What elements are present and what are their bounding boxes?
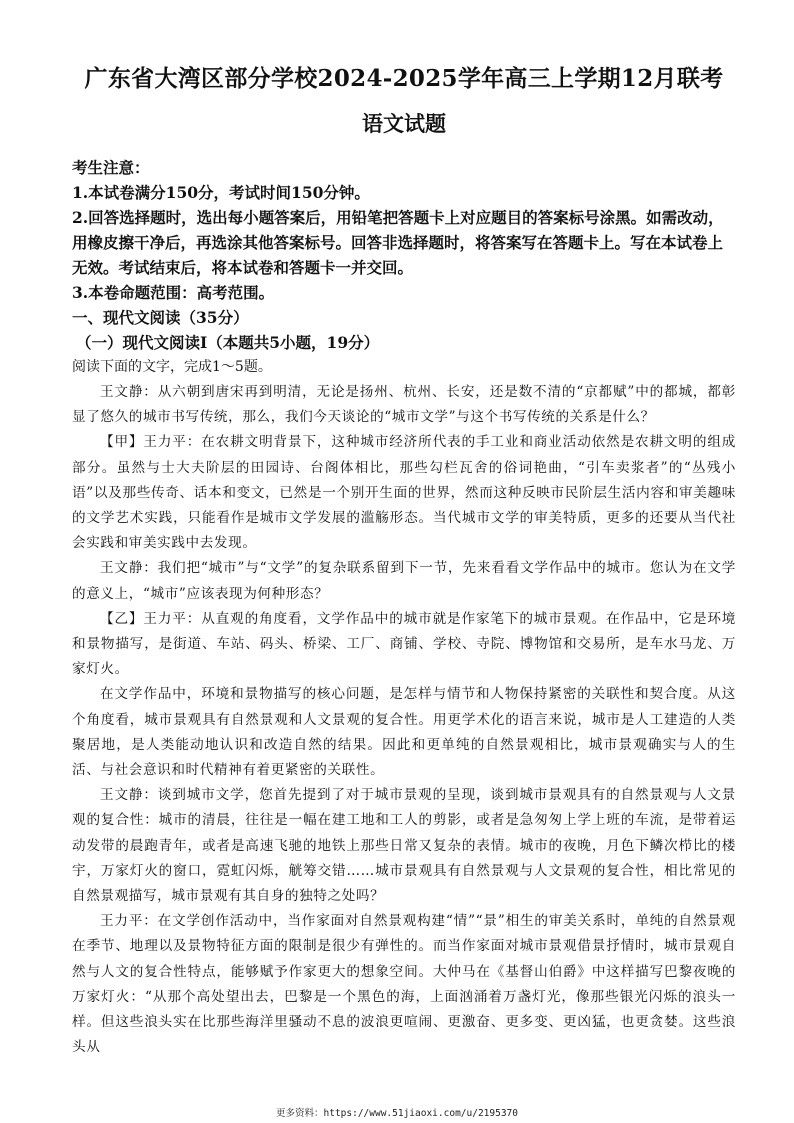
exam-subtitle: 语文试题 [362,111,446,136]
passage-paragraph: 【甲】王力平：在农耕文明背景下，这种城市经济所代表的手工业和商业活动依然是农耕文明的组成部分。虽然与士大夫阶层的田园诗、台阁体相比，那些勾栏瓦舍的俗词艳曲，“引车卖浆者”的“丛残小语”以及那些传奇、话本和变文，已然是一个别开生面的世界，然而这种反映市民阶层生活内容和审美趣味的文学艺术实践，只能看作是城市文学发展的滥觞形态。当代城市文学的审美特质，更多的还要从当代社会实践和审美实践中去发现。 [72,434,736,552]
sub-section-heading: （一）现代文阅读Ⅰ（本题共5小题，19分） [76,333,380,352]
exam-title: 广东省大湾区部分学校2024-2025学年高三上学期12月联考 [84,65,724,92]
passage-paragraph: 王文静：从六朝到唐宋再到明清，无论是扬州、杭州、长安，还是数不清的“京都赋”中的都城，都彰显了悠久的城市书写传统，那么，我们今天谈论的“城市文学”与这个书写传统的关系是什么？ [72,384,736,426]
exam-notes [72,155,736,305]
passage-paragraph: 王文静：谈到城市文学，您首先提到了对于城市景观的呈现，谈到城市景观具有的自然景观与人文景观的复合性：城市的清晨，往往是一幅在建工地和工人的剪影，或者是急匆匆上学上班的车流，是带着运动发带的晨跑青年，或者是高速飞驰的地铁上那些日常又复杂的表情。城市的夜晚，月色下鳞次栉比的楼宇，万家灯火的窗口，霓虹闪烁，觥筹交错……城市景观具有自然景观与人文景观的复合性，相比常见的自然景观描写，城市景观有其自身的独特之处吗？ [72,787,736,905]
notes-heading: 考生注意： [72,158,150,177]
page-footer-link[interactable]: 更多资料：https://www.51jiaoxi.com/u/2195370 [276,1108,518,1119]
passage-paragraph: 【乙】王力平：从直观的角度看，文学作品中的城市就是作家笔下的城市景观。在作品中，它是环境和景物描写，是街道、车站、码头、桥梁、工厂、商铺、学校、寺院、博物馆和交易所，是车水马龙、万家灯火。 [72,610,736,678]
reading-instruction: 阅读下面的文字，完成1～5题。 [72,359,272,375]
note-item: 1.本试卷满分150分，考试时间150分钟。 [72,183,370,202]
passage-paragraph: 王文静：我们把“城市”与“文学”的复杂联系留到下一节，先来看看文学作品中的城市。您认为在文学的意义上，“城市”应该表现为何种形态？ [72,560,736,602]
passage-paragraph: 在文学作品中，环境和景物描写的核心问题，是怎样与情节和人物保持紧密的关联性和契合度。从这个角度看，城市景观具有自然景观和人文景观的复合性。用更学术化的语言来说，城市是人工建造的人类聚居地，是人类能动地认识和改造自然的结果。因此和更单纯的自然景观相比，城市景观确实与人的生活、与社会意识和时代精神有着更紧密的关联性。 [72,686,736,779]
section-heading: 一、现代文阅读（35分） [72,308,249,327]
reading-passage [72,380,736,1060]
note-item: 2.回答选择题时，选出每小题答案后，用铅笔把答题卡上对应题目的答案标号涂黑。如需改动，用橡皮擦干净后，再选涂其他答案标号。回答非选择题时，将答案写在答题卡上。写在本试卷上无效。考试结束后，将本试卷和答题卡一并交回。 [72,208,724,277]
passage-paragraph: 王力平：在文学创作活动中，当作家面对自然景观构建“情”“景”相生的审美关系时，单纯的自然景观在季节、地理以及景物特征方面的限制是很少有弹性的。而当作家面对城市景观借景抒情时，城市景观自然与人文的复合性特点，能够赋予作家更大的想象空间。大仲马在《基督山伯爵》中这样描写巴黎夜晚的万家灯火：“从那个高处望出去，巴黎是一个黑色的海，上面汹涌着万盏灯光，像那些银光闪烁的浪头一样。但这些浪头实在比那些海洋里骚动不息的波浪更喧闹、更激奋、更多变、更凶猛，也更贪婪。这些浪头从 [72,913,736,1056]
note-item: 3.本卷命题范围：高考范围。 [72,283,275,302]
